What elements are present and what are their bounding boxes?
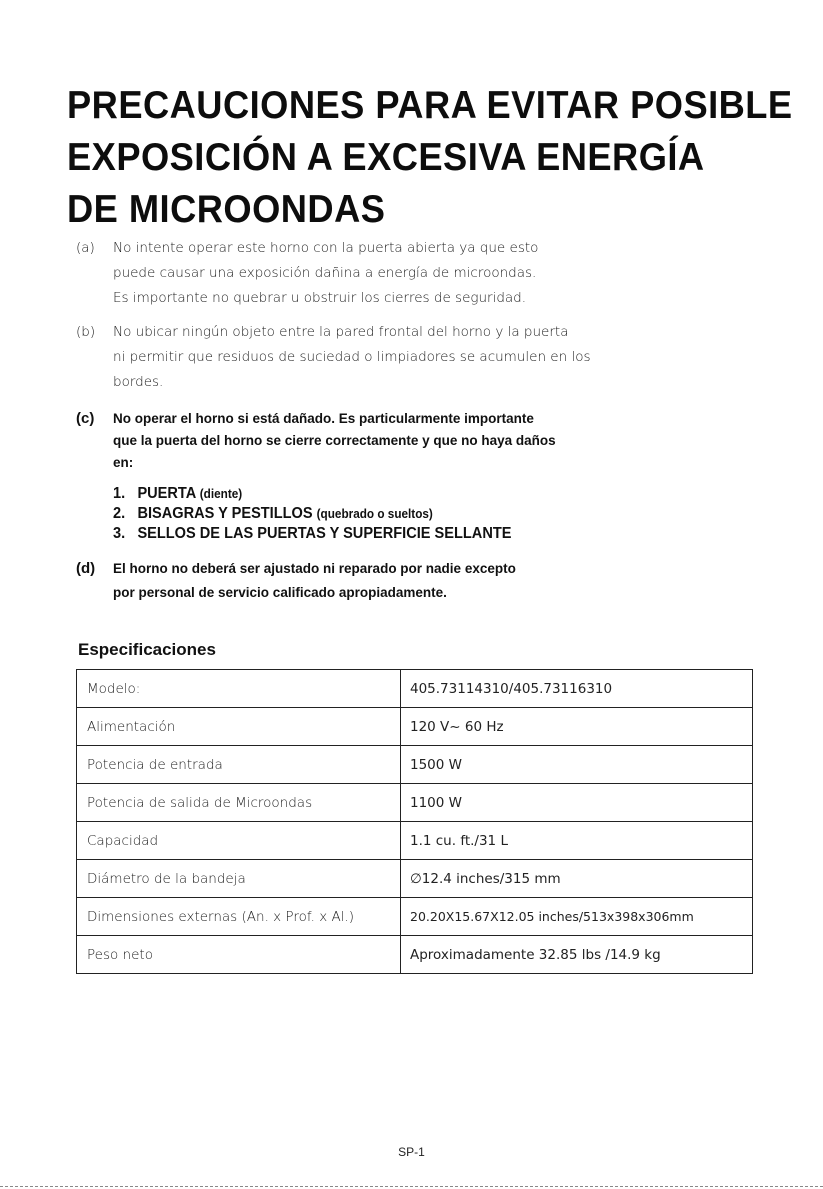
precaution-line: Es importante no quebrar u obstruir los cierres de seguridad. — [113, 290, 527, 306]
table-row — [77, 708, 753, 746]
list-text: PUERTA — [137, 485, 196, 502]
precaution-line: No ubicar ningún objeto entre la pared frontal del horno y la puerta — [113, 324, 569, 340]
title-line: PRECAUCIONES PARA EVITAR POSIBLE — [67, 84, 793, 127]
spec-value: 1.1 cu. ft./31 L — [401, 822, 753, 860]
list-number: 2. — [113, 505, 126, 522]
list-item — [113, 484, 736, 504]
precaution-line: puede causar una exposición dañina a energía de microondas. — [113, 265, 537, 281]
spec-value: Aproximadamente 32.85 lbs /14.9 kg — [401, 936, 753, 974]
precaution-marker: (c) — [76, 410, 95, 427]
precaution-line: No operar el horno si está dañado. Es particularmente importante — [113, 411, 534, 426]
precaution-c — [76, 408, 776, 544]
table-row — [77, 860, 753, 898]
precaution-a — [76, 236, 776, 311]
precaution-b — [76, 320, 776, 395]
spec-value: 1500 W — [401, 746, 753, 784]
spec-label: Dimensiones externas (An. x Prof. x Al.) — [77, 898, 401, 936]
page-bottom-divider — [0, 1186, 823, 1187]
precaution-d — [76, 557, 776, 605]
list-note: (diente) — [199, 487, 243, 501]
title-line: EXPOSICIÓN A EXCESIVA ENERGÍA — [67, 136, 705, 179]
spec-value: 405.73114310/405.73116310 — [401, 670, 753, 708]
table-row — [77, 746, 753, 784]
list-text: BISAGRAS Y PESTILLOS — [137, 505, 313, 522]
list-note: (quebrado o sueltos) — [316, 507, 433, 521]
title-line: DE MICROONDAS — [67, 188, 386, 231]
precaution-line: en: — [113, 455, 134, 470]
spec-value: 1100 W — [401, 784, 753, 822]
list-item — [113, 524, 736, 544]
table-row — [77, 898, 753, 936]
page-number: SP-1 — [398, 1145, 425, 1159]
precaution-marker: (b) — [76, 324, 96, 340]
precaution-line: bordes. — [113, 374, 164, 390]
precaution-line: por personal de servicio calificado apropiadamente. — [113, 585, 447, 600]
table-row — [77, 936, 753, 974]
list-item — [113, 504, 736, 524]
precaution-line: No intente operar este horno con la puerta abierta ya que esto — [113, 240, 539, 256]
spec-value: 20.20X15.67X12.05 inches/513x398x306mm — [401, 898, 753, 936]
damage-list — [113, 484, 776, 544]
spec-label: Capacidad — [77, 822, 401, 860]
spec-label: Potencia de salida de Microondas — [77, 784, 401, 822]
table-row — [77, 822, 753, 860]
precaution-line: El horno no deberá ser ajustado ni reparado por nadie excepto — [113, 561, 516, 576]
spec-label: Peso neto — [77, 936, 401, 974]
specifications-heading: Especificaciones — [78, 640, 216, 659]
precaution-line: ni permitir que residuos de suciedad o limpiadores se acumulen en los — [113, 349, 591, 365]
list-number: 1. — [113, 485, 126, 502]
spec-label: Diámetro de la bandeja — [77, 860, 401, 898]
list-text: SELLOS DE LAS PUERTAS Y SUPERFICIE SELLANTE — [137, 525, 512, 542]
precaution-line: que la puerta del horno se cierre correctamente y que no haya daños — [113, 433, 556, 448]
list-number: 3. — [113, 525, 126, 542]
precaution-marker: (a) — [76, 240, 95, 256]
page-title — [67, 80, 793, 236]
spec-value: ∅12.4 inches/315 mm — [401, 860, 753, 898]
spec-label: Alimentación — [77, 708, 401, 746]
spec-label: Potencia de entrada — [77, 746, 401, 784]
specifications-table — [76, 669, 753, 974]
precaution-marker: (d) — [76, 560, 96, 577]
table-row — [77, 784, 753, 822]
table-row — [77, 670, 753, 708]
spec-value: 120 V~ 60 Hz — [401, 708, 753, 746]
spec-label: Modelo: — [77, 670, 401, 708]
